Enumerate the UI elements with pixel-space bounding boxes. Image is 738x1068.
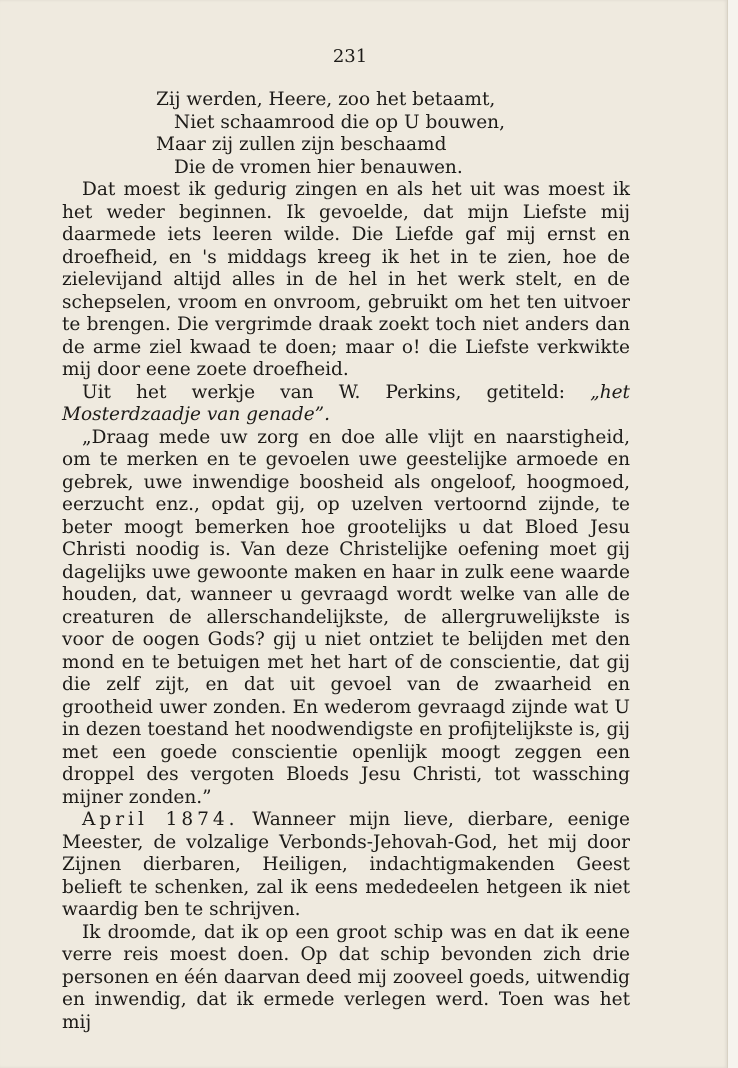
page-text — [62, 45, 630, 1034]
verse-line: Niet schaamrood die op U bouwen, — [174, 111, 505, 133]
citation-title: „het Mosterdzaadje van genade”. — [62, 381, 630, 425]
page-number: 231 — [332, 46, 368, 67]
page-edge — [727, 0, 738, 1068]
paragraph-april-1874 — [62, 809, 630, 922]
paragraph-perkins-quote: „Draag mede uw zorg en doe alle vlijt en naarstigheid, om te merken en te gevoelen uwe geestelijke armoede en gebrek, uwe inwendige boosheid als ongeloof, hoogmoed, eerzucht enz., opdat gij, op uzelven vertoornd zijnde, te beter moogt bemerken hoe grootelijks u dat Bloed Jesu Christi noodig is. Van deze Christelijke oefening moet gij dagelijks uwe gewoonte maken en haar in zulk eene waarde houden, dat, wanneer u gevraagd wordt welke van alle de creaturen de allerschandelijkste, de allergruwelijkste is voor de oogen Gods? gij u niet ontziet te belijden met den mond en te betuigen met het hart of de conscientie, dat gij die zelf zijt, en dat uit gevoel van de zwaarheid en grootheid uwer zonden. En wederom gevraagd zijnde wat U in dezen toestand het noodwendigste en profijtelijkste is, gij met een goede conscientie openlijk moogt zeggen een droppel des vergoten Bloeds Jesu Christi, tot wassching mijner zonden.” — [62, 426, 630, 808]
paragraph-perkins-citation — [62, 382, 630, 427]
date-heading: April 1874. — [82, 809, 239, 830]
verse-stanza — [156, 89, 630, 179]
verse-line: Die de vromen hier benauwen. — [174, 156, 463, 178]
paragraph-dream-song: Dat moest ik gedurig zingen en als het uit was moest ik het weder beginnen. Ik gevoelde, dat mijn Liefste mij daarmede iets leeren wilde. Die Liefde gaf mij ernst en droefheid, en 's middags kreeg ik het in te zien, hoe de zielevijand altijd alles in de hel in het werk stelt, en de schepselen, vroom en onvroom, gebruikt om het ten uitvoer te brengen. Die vergrimde draak zoekt toch niet anders dan de arme ziel kwaad te doen; maar o! die Liefste verkwikte mij door eene zoete droefheid. — [62, 179, 630, 380]
citation-prefix: Uit het werkje van W. Perkins, getiteld: — [82, 381, 591, 403]
verse-line: Maar zij zullen zijn beschaamd — [156, 134, 447, 155]
paragraph-ship-dream: Ik droomde, dat ik op een groot schip was en dat ik eene verre reis moest doen. Op dat schip bevonden zich drie personen en één daarvan deed mij zooveel goeds, uitwendig en inwendig, dat ik ermede verlegen werd. Toen was het mij — [62, 921, 630, 1033]
paragraph-april-text: Wanneer mijn lieve, dierbare, eenige Meester, de volzalige Verbonds-Jehovah-God, het mij door Zijnen dierbaren, Heiligen, indachtigmakenden Geest belieft te schenken, zal ik eens mededeelen hetgeen ik niet waardig ben te schrijven. — [62, 809, 630, 920]
verse-line: Zij werden, Heere, zoo het betaamt, — [156, 89, 496, 110]
